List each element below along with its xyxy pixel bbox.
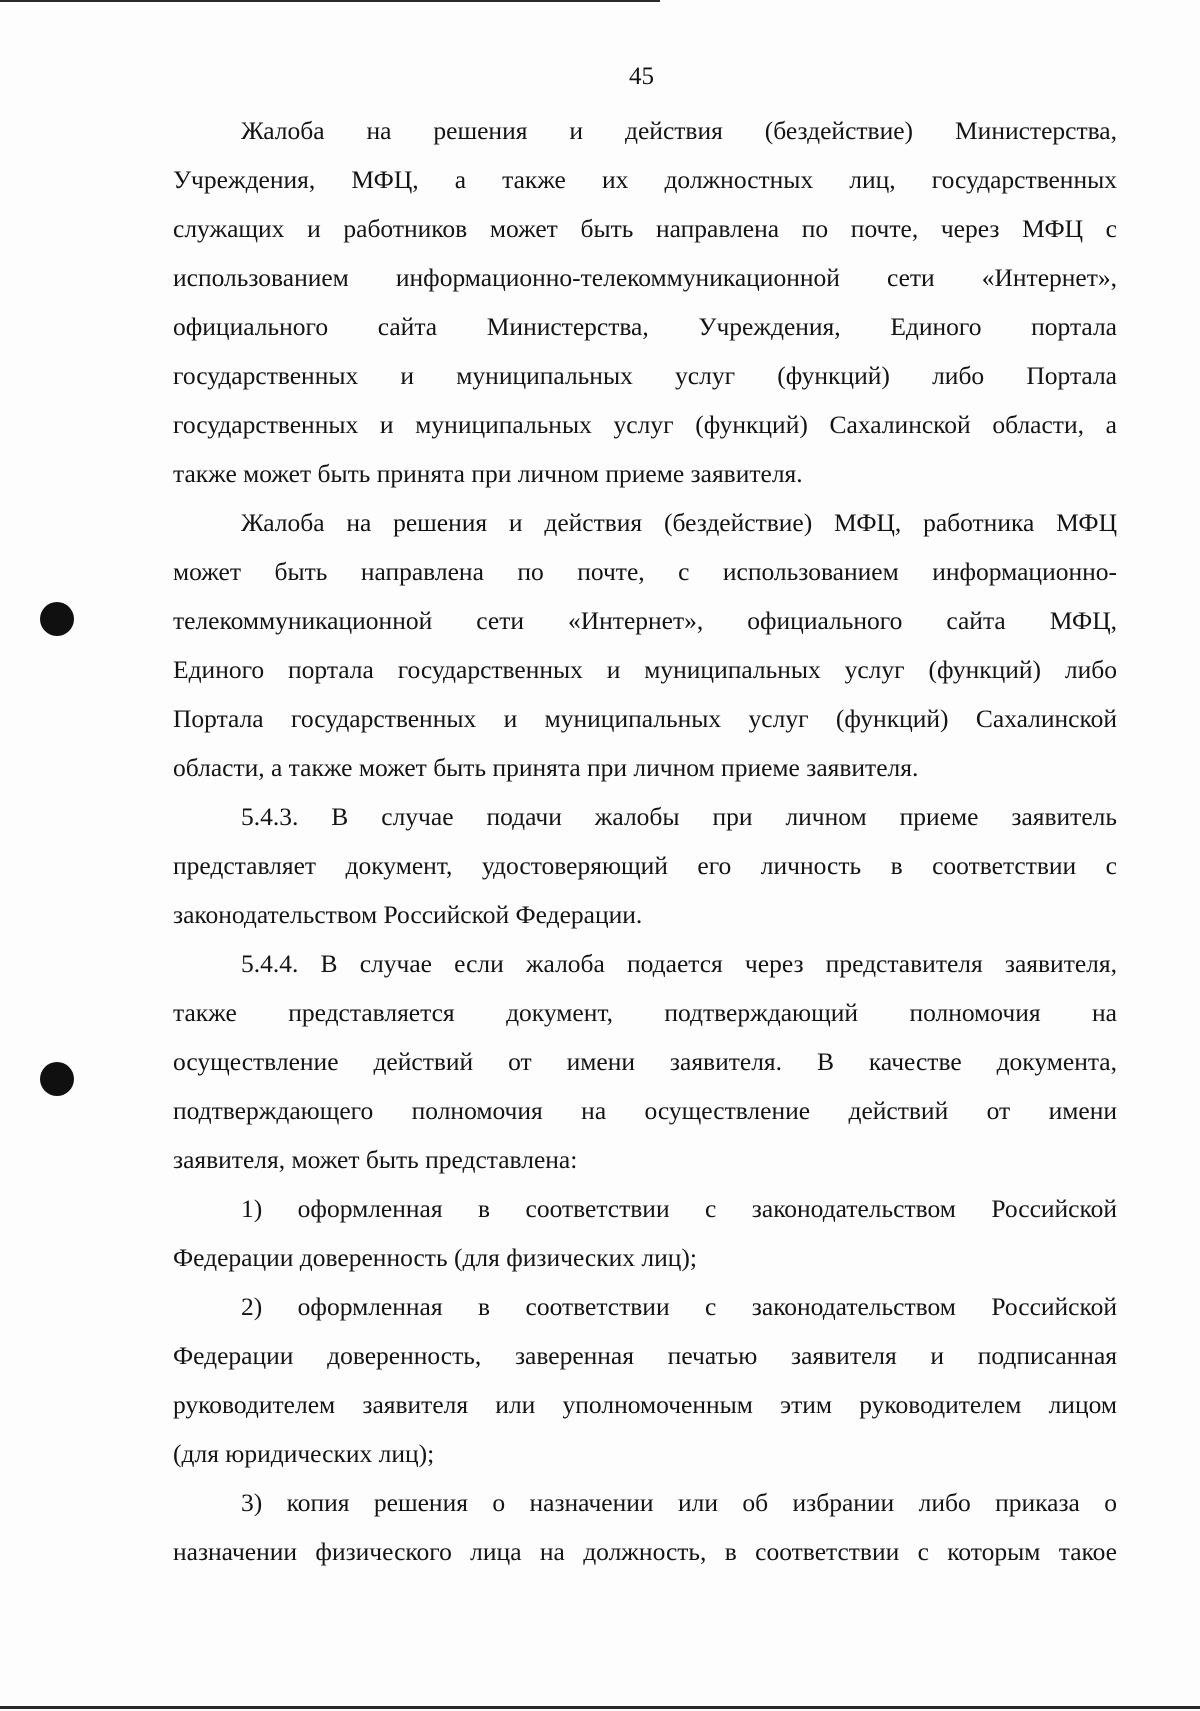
text-line: Единого портала государственных и муниципальных услуг (функций) либо: [173, 655, 1117, 684]
text-line: заявителя, может быть представлена:: [173, 1145, 578, 1174]
text-line: государственных и муниципальных услуг (функций) либо Портала: [173, 361, 1117, 390]
page-number: 45: [629, 63, 654, 90]
text-line: Портала государственных и муниципальных услуг (функций) Сахалинской: [173, 704, 1117, 733]
text-line: 3) копия решения о назначении или об избрании либо приказа о: [241, 1488, 1117, 1517]
punch-hole: [40, 602, 74, 636]
text-line: также представляется документ, подтверждающий полномочия на: [173, 998, 1117, 1027]
text-line: назначении физического лица на должность, в соответствии с которым такое: [173, 1537, 1117, 1566]
text-line: подтверждающего полномочия на осуществление действий от имени: [173, 1096, 1117, 1125]
text-line: 1) оформленная в соответствии с законодательством Российской: [241, 1194, 1117, 1223]
text-line: представляет документ, удостоверяющий его личность в соответствии с: [173, 851, 1117, 880]
text-line: служащих и работников может быть направлена по почте, через МФЦ с: [173, 214, 1117, 243]
text-line: 2) оформленная в соответствии с законодательством Российской: [241, 1292, 1117, 1321]
text-line: 5.4.4. В случае если жалоба подается через представителя заявителя,: [241, 949, 1117, 978]
text-line: может быть направлена по почте, с использованием информационно-: [173, 557, 1117, 586]
top-scan-edge: [0, 0, 660, 2]
text-line: 5.4.3. В случае подачи жалобы при личном приеме заявитель: [241, 802, 1117, 831]
text-line: государственных и муниципальных услуг (функций) Сахалинской области, а: [173, 410, 1117, 439]
text-line: Учреждения, МФЦ, а также их должностных лиц, государственных: [173, 165, 1117, 194]
text-line: Федерации доверенность, заверенная печатью заявителя и подписанная: [173, 1341, 1117, 1370]
text-line: области, а также может быть принята при личном приеме заявителя.: [173, 753, 919, 782]
text-line: телекоммуникационной сети «Интернет», официального сайта МФЦ,: [173, 606, 1117, 635]
text-line: (для юридических лиц);: [173, 1439, 435, 1468]
text-line: руководителем заявителя или уполномоченным этим руководителем лицом: [173, 1390, 1117, 1419]
text-line: Жалоба на решения и действия (бездействие) Министерства,: [241, 116, 1117, 145]
text-line: официального сайта Министерства, Учреждения, Единого портала: [173, 312, 1117, 341]
text-line: осуществление действий от имени заявителя. В качестве документа,: [173, 1047, 1117, 1076]
text-line: Федерации доверенность (для физических лиц);: [173, 1243, 697, 1272]
text-line: Жалоба на решения и действия (бездействие) МФЦ, работника МФЦ: [241, 508, 1117, 537]
text-line: также может быть принята при личном приеме заявителя.: [173, 459, 803, 488]
text-line: использованием информационно-телекоммуникационной сети «Интернет»,: [173, 263, 1117, 292]
text-line: законодательством Российской Федерации.: [173, 900, 643, 929]
punch-hole: [40, 1062, 74, 1096]
bottom-scan-edge: [0, 1706, 1200, 1709]
